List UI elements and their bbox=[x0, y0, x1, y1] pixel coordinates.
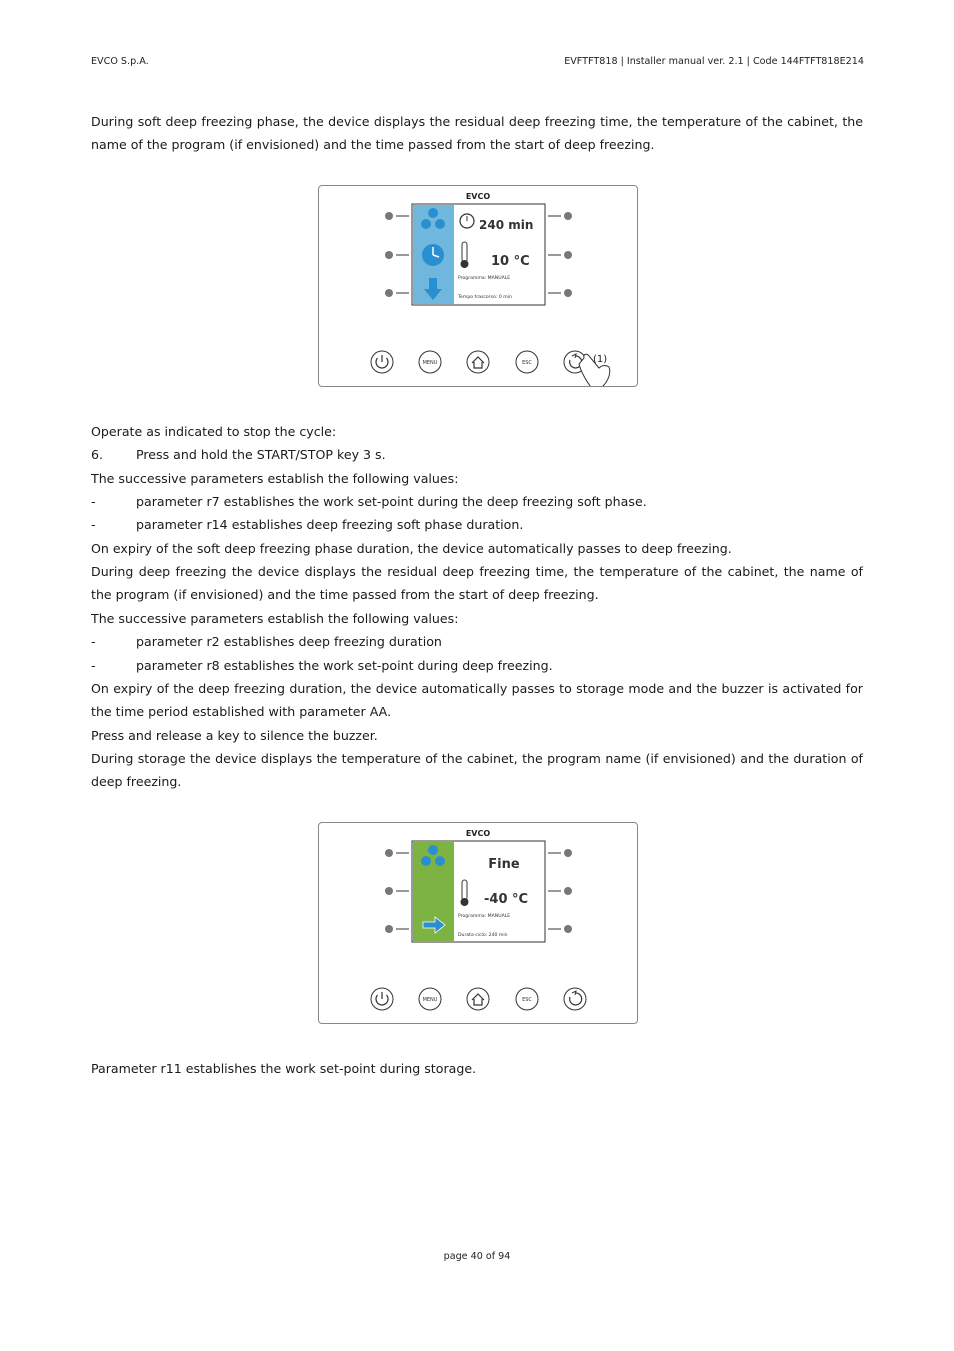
menu-button-label: MENU bbox=[422, 360, 438, 366]
side-button-left-3[interactable] bbox=[385, 925, 409, 933]
header-doc-info: EVFTFT818 | Installer manual ver. 2.1 | Code 144FTFT818E214 bbox=[564, 56, 864, 67]
evco-logo: EVCO bbox=[465, 829, 491, 838]
side-button-left-2[interactable] bbox=[385, 251, 409, 259]
menu-button-label: MENU bbox=[422, 997, 438, 1003]
esc-button[interactable] bbox=[516, 351, 538, 373]
press-release-text: Press and release a key to silence the buzzer. bbox=[91, 728, 378, 743]
status-readout: Fine bbox=[488, 857, 520, 872]
start-stop-button[interactable] bbox=[564, 988, 586, 1010]
device-panel-storage bbox=[318, 822, 638, 1024]
side-button-left-1[interactable] bbox=[385, 849, 409, 857]
step-6-text: Press and hold the START/STOP key 3 s. bbox=[136, 447, 386, 462]
successive-text-1: The successive parameters establish the following values: bbox=[91, 471, 459, 486]
power-button[interactable] bbox=[371, 988, 393, 1010]
intro-paragraph: During soft deep freezing phase, the device displays the residual deep freezing time, the temperature of the cabinet, the name of the program (if envisioned) and the time passed from the start of deep freezing. bbox=[91, 114, 863, 153]
side-button-right-3[interactable] bbox=[548, 289, 572, 297]
esc-button-label: ESC bbox=[522, 997, 532, 1003]
dash: - bbox=[91, 658, 96, 673]
callout-label: (1) bbox=[593, 354, 608, 365]
during-storage-text: During storage the device displays the temperature of the cabinet, the program name (if envisioned) and the duration of deep freezing. bbox=[91, 751, 863, 790]
duration-line: Durata ciclo: 240 min bbox=[458, 933, 508, 938]
side-button-right-1[interactable] bbox=[548, 212, 572, 220]
device-illustration-1 bbox=[319, 186, 637, 386]
dash: - bbox=[91, 634, 96, 649]
elapsed-line: Tempo trascorso: 0 min bbox=[458, 295, 512, 300]
esc-button-label: ESC bbox=[522, 360, 532, 366]
clock-icon bbox=[422, 244, 444, 266]
side-button-left-2[interactable] bbox=[385, 887, 409, 895]
temperature-readout: 10 °C bbox=[491, 254, 530, 269]
side-button-right-1[interactable] bbox=[548, 849, 572, 857]
temperature-readout: -40 °C bbox=[484, 892, 529, 907]
r7-text: parameter r7 establishes the work set-point during the deep freezing soft phase. bbox=[136, 494, 647, 509]
operate-text: Operate as indicated to stop the cycle: bbox=[91, 424, 337, 439]
closing-text: Parameter r11 establishes the work set-point during storage. bbox=[91, 1061, 477, 1076]
esc-button[interactable] bbox=[516, 988, 538, 1010]
evco-logo: EVCO bbox=[465, 192, 491, 201]
home-button[interactable] bbox=[467, 351, 489, 373]
step-6-number: 6. bbox=[91, 447, 104, 462]
side-button-right-3[interactable] bbox=[548, 925, 572, 933]
power-button[interactable] bbox=[371, 351, 393, 373]
side-button-right-2[interactable] bbox=[548, 251, 572, 259]
side-button-right-2[interactable] bbox=[548, 887, 572, 895]
program-line: Programma: MANUALE bbox=[458, 914, 511, 919]
dash: - bbox=[91, 494, 96, 509]
expiry-soft-text: On expiry of the soft deep freezing phase duration, the device automatically passes to deep freezing. bbox=[91, 541, 732, 556]
menu-button[interactable] bbox=[419, 988, 441, 1010]
time-readout: 240 min bbox=[479, 218, 534, 232]
during-deep-text: During deep freezing the device displays the residual deep freezing time, the temperature of the cabinet, the name of the program (if envisioned) and the time passed from the start of deep freezing. bbox=[91, 564, 863, 603]
header-company: EVCO S.p.A. bbox=[91, 56, 149, 67]
side-button-left-1[interactable] bbox=[385, 212, 409, 220]
successive-text-2: The successive parameters establish the following values: bbox=[91, 611, 459, 626]
r2-text: parameter r2 establishes deep freezing duration bbox=[136, 634, 442, 649]
side-button-left-3[interactable] bbox=[385, 289, 409, 297]
menu-button[interactable] bbox=[419, 351, 441, 373]
device-illustration-2 bbox=[319, 823, 637, 1023]
dash: - bbox=[91, 517, 96, 532]
device-panel-soft-freezing bbox=[318, 185, 638, 387]
page-number: page 40 of 94 bbox=[443, 1251, 511, 1262]
r8-text: parameter r8 establishes the work set-point during deep freezing. bbox=[136, 658, 553, 673]
home-button[interactable] bbox=[467, 988, 489, 1010]
program-line: Programma: MANUALE bbox=[458, 276, 511, 281]
expiry-deep-text: On expiry of the deep freezing duration, the device automatically passes to storage mode and the buzzer is activated for the time period established with parameter AA. bbox=[91, 681, 863, 720]
r14-text: parameter r14 establishes deep freezing soft phase duration. bbox=[136, 517, 524, 532]
